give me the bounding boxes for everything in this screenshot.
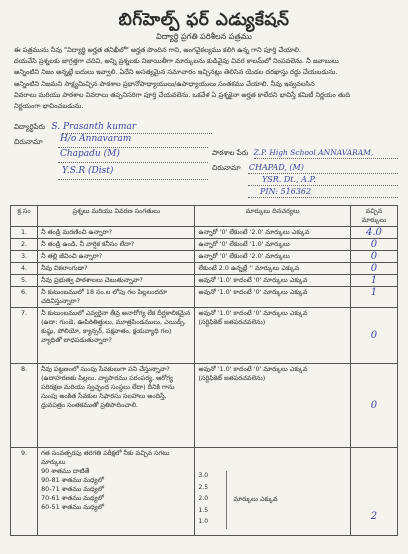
row-marks-rule bbox=[195, 364, 350, 448]
row-number: 9. bbox=[11, 448, 38, 536]
table-header-row bbox=[11, 206, 398, 227]
row-marks-rule: లేకుంటే 2.0 ఉన్నట్లే '' మార్కులు ఎక్కువ bbox=[195, 263, 350, 275]
school-name-underline bbox=[254, 158, 398, 159]
instruction-line: నిర్ణయంగా భావించబడును. bbox=[14, 102, 84, 111]
row-number: 6. bbox=[11, 287, 38, 308]
school-address-line-1[interactable]: CHAPAD, (M) bbox=[248, 163, 304, 172]
row-number: 1. bbox=[11, 227, 38, 239]
student-address-label: చిరునామా bbox=[14, 138, 43, 146]
col-header-serial: క్ర.సం bbox=[11, 206, 38, 227]
row-score[interactable]: 0 bbox=[350, 263, 397, 275]
row-marks-rule: అవునో '1.0' కాదంటే '0' మార్కులు ఎక్కువ bbox=[195, 287, 350, 308]
table-row bbox=[11, 239, 398, 251]
range-label: 90-81 శాతము మధ్యలో bbox=[41, 476, 105, 484]
range-marks-column bbox=[198, 471, 227, 529]
row-score[interactable]: 0 bbox=[350, 239, 397, 251]
row-score[interactable]: 1 bbox=[350, 287, 397, 308]
row-question: నీ కుటుంబములో ఎవ్వరైనా తీవ్ర అనారోగ్య లేక దీర్ఘకాలికమైన (ఉదా: గుండె, ఊపిరితిత్తులు, మూత్రపిండములు, ఎయిడ్స్, కుష్ఠు, పోలియో, క్యాన్సర్, పక్షవాతం, క్షయవ్యాధి గల) వ్యాధితో బాధపడుతున్నారా? bbox=[38, 308, 195, 364]
row-marks-text: మార్కులు ఎక్కువ bbox=[233, 495, 278, 504]
address-underline bbox=[248, 185, 398, 186]
row-question: నీవు వికలాంగుడా? bbox=[38, 263, 195, 275]
instruction-line: అన్నింటిని నిజమని సాక్ష్యమిచ్చిన పాఠశాల ప్రధానోపాధ్యాయులు/ఉపాధ్యాయులు సంతకము చేయాలి. నీవు ఇవ్వవలసిన bbox=[14, 79, 315, 88]
row-score[interactable]: 0 bbox=[350, 251, 397, 263]
row-marks-rule: ఉన్నారో '0' లేకుంటే '2.0' మార్కులు bbox=[195, 251, 350, 263]
row-marks-rule bbox=[195, 308, 350, 364]
table-row bbox=[11, 308, 398, 364]
student-address-line-2[interactable]: Chapadu (M) bbox=[60, 149, 120, 159]
row-marks-note: (సర్టిఫికెట్ జతపరచవలెను) bbox=[198, 318, 266, 326]
range-mark: 1.5 bbox=[198, 506, 209, 514]
school-address-line-2[interactable]: YSR. Dt., A.P. bbox=[262, 175, 316, 184]
row-question-text: గత సంవత్సరపు తరగతి పరీక్షలో నీకు వచ్చిన సగటు మార్కులు bbox=[41, 449, 170, 466]
row-score[interactable]: 4.0 bbox=[350, 227, 397, 239]
row-marks-text: అవునో '1.0' కాదంటే '0' మార్కులు ఎక్కువ bbox=[198, 309, 308, 317]
student-address-row bbox=[14, 138, 43, 148]
student-name-row bbox=[14, 122, 136, 133]
school-name-value[interactable]: Z.P. High School ANNAVARAM, bbox=[253, 148, 374, 157]
row-question: నీవు ప్రభుత్వ పాఠశాలలు చెబుతున్నావా? bbox=[38, 275, 195, 287]
row-question: నీ తల్లి జీవించి ఉన్నారా? bbox=[38, 251, 195, 263]
address-underline bbox=[248, 197, 398, 198]
row-number: 8. bbox=[11, 364, 38, 448]
row-number: 2. bbox=[11, 239, 38, 251]
student-address-line-1[interactable]: H/o Annavaram bbox=[60, 134, 132, 144]
range-mark: 2.5 bbox=[198, 483, 209, 491]
row-number: 3. bbox=[11, 251, 38, 263]
school-address-label: చిరునామా bbox=[212, 164, 241, 172]
row-number: 4. bbox=[11, 263, 38, 275]
row-marks-rule: ఉన్నారో '0' లేకుంటే '1.0' మార్కులు bbox=[195, 239, 350, 251]
row-marks-rule: ఉన్నారో '0' లేకుంటే '2.0' మార్కులు ఎక్కువ bbox=[195, 227, 350, 239]
range-mark: 3.0 bbox=[198, 472, 209, 479]
address-underline bbox=[58, 162, 208, 163]
range-label: 60-51 శాతము మధ్యలో bbox=[41, 503, 105, 511]
school-name-label: పాఠశాల పేరు bbox=[212, 149, 249, 157]
address-underline bbox=[58, 179, 208, 180]
col-header-score: వచ్చిన మార్కులు bbox=[350, 206, 397, 227]
table-row bbox=[11, 251, 398, 263]
address-underline bbox=[58, 147, 208, 148]
instruction-line: వివరాలు మరియు పాఠశాల వివరాలు తప్పనిసరిగా పూర్తి చేయవలెను. ఒకవేళ ఏ ప్రశ్నకైనా అర్హత కాలేదని భావిస్తే కమిటీ నిర్ణయం తుది bbox=[14, 90, 350, 99]
row-question: నీవు పట్టణంలో సుంపు సేవకులుగా పని చేస్తున్నావా? (ఉదాహరణకు పిల్లలు, వ్యాపారము పరంపర్య, ఆరోగ్య పరిరక్షణ మరియు స్వచ్ఛంద సంస్థలు లేదా) దీనికి గాను సుంపు అంకిత సేవకుల సిఫారసు సలహాలు అందిస్తే, ధ్రువపత్రం సంతకముతో ప్రతిపాదించాలి. bbox=[38, 364, 195, 448]
table-row bbox=[11, 364, 398, 448]
col-header-marks-rule: మార్కులు దినచర్యలు bbox=[195, 206, 350, 227]
row-score[interactable]: 0 bbox=[350, 308, 397, 364]
table-row bbox=[11, 448, 398, 536]
row-question: నీ తండ్రి మరణించి ఉన్నారా? bbox=[38, 227, 195, 239]
row-marks-note: (సర్టిఫికెట్ జతపరచవలెను) bbox=[198, 374, 266, 382]
form-subtitle: విద్యార్థి ప్రగతి పరిశీలన పత్రము bbox=[156, 32, 252, 41]
row-marks-text: అవునో '1.0' కాదంటే '0' మార్కులు ఎక్కువ bbox=[198, 365, 308, 373]
table-row bbox=[11, 263, 398, 275]
row-question bbox=[38, 448, 195, 536]
instructions bbox=[14, 45, 396, 112]
form-title: బిగ్‌హెల్ప్ ఫర్ ఎడ్యుకేషన్ bbox=[118, 10, 290, 30]
school-address-line-3[interactable]: PIN: 516362 bbox=[260, 187, 312, 196]
row-number: 7. bbox=[11, 308, 38, 364]
col-header-question: ప్రశ్నలు మరియు వివరణ సంగతులు bbox=[38, 206, 195, 227]
row-score[interactable]: 0 bbox=[350, 364, 397, 448]
range-mark: 2.0 bbox=[198, 495, 209, 502]
row-score[interactable]: 1 bbox=[350, 275, 397, 287]
instruction-line: అన్నింటిని నిజం అన్నట్లే బదులు ఇవ్వాలి. ఏదేని అసత్యమైన సమాచారం ఇచ్చినట్లు తెలిసిన యెడల దరఖాస్తు రద్దు చేయబడును. bbox=[14, 68, 338, 77]
instruction-line: దయచేసి ప్రశ్నలకు జాగ్రత్తగా చదివి, అన్ని ప్రశ్నలకు నిజాయితీగా మార్కులను కుడివైపు చివర కాలమ్‌లో నింపవలెను. నీ జవాబులు bbox=[14, 57, 339, 66]
address-underline bbox=[248, 173, 398, 174]
student-address-line-3[interactable]: Y.S.R (Dist) bbox=[62, 166, 114, 176]
row-marks-rule: అవునో '1.0' కాదంటే '0' మార్కులు ఎక్కువ bbox=[195, 275, 350, 287]
instruction-line: ఈ పత్రమును నీవు "విద్యార్థి అర్హత తనిఖీలో" అర్హత పొందిన గాని, అంగవైకల్యము కలిగి ఉన్న గాని పూర్తి చేయాలి. bbox=[14, 46, 301, 54]
row-question: నీ తండ్రి ఉండి, నీ వార్షిక కనీసం లేదా? bbox=[38, 239, 195, 251]
range-label: 90 శాతము దాటితే bbox=[41, 467, 90, 475]
table-row bbox=[11, 275, 398, 287]
range-label: 80-71 శాతము మధ్యలో bbox=[41, 485, 105, 493]
student-name-value[interactable]: S. Prasanth kumar bbox=[51, 122, 137, 132]
eligibility-table bbox=[10, 205, 398, 536]
table-row bbox=[11, 227, 398, 239]
row-score[interactable]: 2 bbox=[350, 448, 397, 536]
row-number: 5. bbox=[11, 275, 38, 287]
row-marks-rule bbox=[195, 448, 350, 536]
student-name-label: విద్యార్థిపేరు bbox=[14, 123, 46, 131]
range-mark: 1.0 bbox=[198, 518, 209, 525]
range-label: 70-61 శాతము మధ్యలో bbox=[41, 494, 105, 502]
row-question: నీ కుటుంబములో 18 సం.ల లోపు గల పిల్లలందరూ చదివిస్తున్నారా? bbox=[38, 287, 195, 308]
table-row bbox=[11, 287, 398, 308]
